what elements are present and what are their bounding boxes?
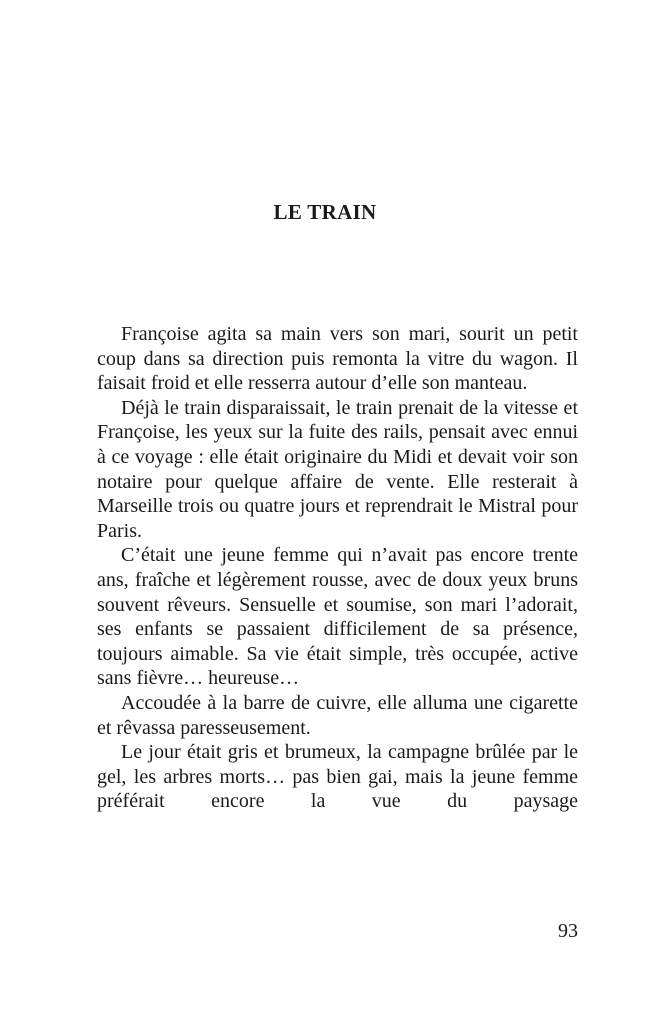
body-text [97, 322, 578, 814]
paragraph: Françoise agita sa main vers son mari, sourit un petit coup dans sa direction puis remonta la vitre du wagon. Il faisait froid et elle resserra autour d’elle son manteau. [97, 323, 578, 395]
paragraph: Accoudée à la barre de cuivre, elle alluma une cigarette et rêvassa paresseusement. [97, 691, 578, 739]
paragraph: Le jour était gris et brumeux, la campagne brûlée par le gel, les arbres morts… pas bien gai, mais la jeune femme préférait encore la vue du paysage [97, 741, 578, 813]
chapter-title: LE TRAIN [273, 200, 377, 224]
paragraph: Déjà le train disparaissait, le train prenait de la vitesse et Françoise, les yeux sur la fuite des rails, pensait avec ennui à ce voyage : elle était originaire du Midi et devait voir son notaire pour quelque affaire de vente. Elle resterait à Marseille trois ou quatre jours et reprendrait le Mistral pour Paris. [97, 396, 578, 542]
page-number: 93 [558, 920, 578, 942]
paragraph: C’était une jeune femme qui n’avait pas encore trente ans, fraîche et légèrement rousse, avec de doux yeux bruns souvent rêveurs. Sensuelle et soumise, son mari l’adorait, ses enfants se passaient difficilement de sa présence, toujours aimable. Sa vie était simple, très occupée, active sans fièvre… heureuse… [97, 544, 578, 690]
